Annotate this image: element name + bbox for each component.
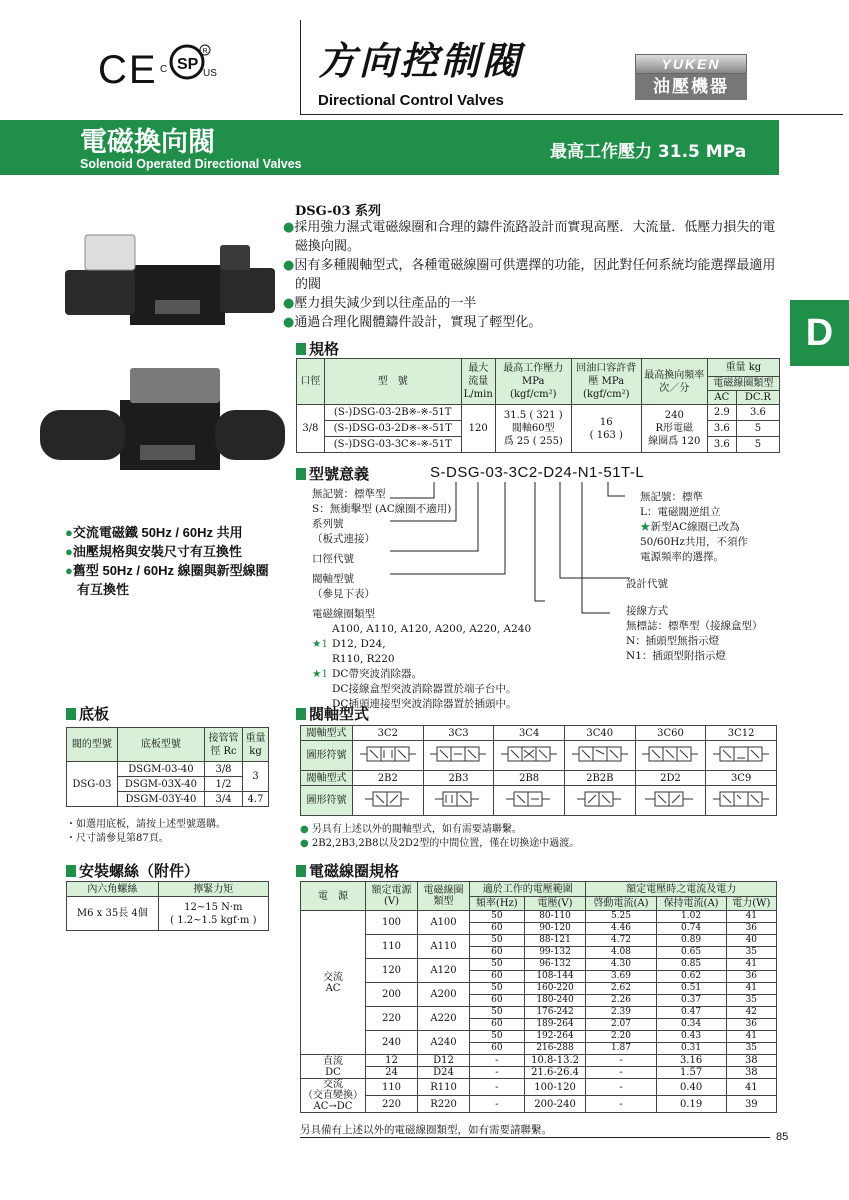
coil-cell: 60: [470, 995, 525, 1007]
coil-cell: 24: [366, 1067, 418, 1079]
spec-heading: 規格: [296, 338, 339, 359]
table-cell: [353, 741, 424, 771]
design-code-label: 設計代號: [626, 578, 668, 590]
footer-rule: [300, 1137, 770, 1138]
table-cell: 5: [736, 437, 779, 453]
coil-row: [301, 983, 777, 995]
table-cell: 3C2: [353, 726, 424, 741]
spool-symbol-icon: [498, 744, 560, 764]
rated-voltage: 100: [366, 911, 418, 935]
spool-symbol-icon: [357, 744, 419, 764]
table-cell: [423, 741, 494, 771]
spool-symbol-icon: [710, 789, 772, 809]
table-cell: 3C3: [423, 726, 494, 741]
spec-table: [296, 358, 780, 453]
section-banner: [0, 120, 779, 175]
intro-bullet: ●壓力損失減少到以往產品的一半: [283, 296, 477, 311]
coil-cell: 50: [470, 935, 525, 947]
header-divider: [300, 20, 301, 115]
table-cell: 電磁線圈類型: [418, 882, 470, 911]
coil-cell: 2.07: [586, 1019, 656, 1031]
coil-cell: 0.74: [656, 923, 726, 935]
table-cell: 3C4: [494, 726, 565, 741]
page-title-cn: 方向控制閥: [318, 39, 524, 83]
table-cell: 2B3: [423, 771, 494, 786]
coil-row: [301, 1055, 777, 1067]
spool-notes: ● 另具有上述以外的閥軸型式，如有需要請聯繫。 ● 2B2,2B3,2B8以及2D2型的中間位置，僅在切換途中過渡。: [300, 824, 580, 849]
coil-cell: 3.16: [656, 1055, 726, 1067]
table-cell: DSG-03: [67, 762, 118, 807]
coil-type: A110: [418, 935, 470, 959]
coil-cell: 0.47: [656, 1007, 726, 1019]
table-cell: 3C9: [706, 771, 777, 786]
h-flow: 最大流量 L/min: [461, 359, 495, 405]
rated-voltage: 220: [366, 1007, 418, 1031]
series-name: DSG-03 系列: [295, 204, 382, 219]
table-cell: 額定電源 (V): [366, 882, 418, 911]
svg-text:R: R: [202, 48, 208, 55]
table-cell: 底板型號: [117, 728, 204, 762]
coil-cell: 80-110: [524, 911, 586, 923]
table-cell: 2B8: [494, 771, 565, 786]
coil-cell: 1.57: [656, 1067, 726, 1079]
code-left-notes: 無記號：標準型 S：無衝擊型 (AC線圈不適用) 系列號 （板式連接） 口徑代號 閥軸型號 （參見下表） 電磁線圈類型 A100, A110, A120, A200, A220, A240 ★1 D12, D24, R110, R220 ★1 DC帶突波消除器。 DC接線盒型突波消除器置於端子台中。 DC插頭連接型突波消除器置於插頭中。: [312, 488, 532, 710]
table-cell: DSGM-03Y-40: [117, 792, 204, 807]
rated-voltage: 110: [366, 935, 418, 959]
table-cell: [564, 741, 635, 771]
table-cell: 重量 kg: [243, 728, 269, 762]
code-heading: 型號意義: [296, 463, 369, 484]
model: (S-)DSG-03-2D※-※-51T: [324, 421, 461, 437]
coil-cell: 1.87: [586, 1043, 656, 1055]
coil-cell: 60: [470, 1019, 525, 1031]
coil-row: [301, 911, 777, 923]
coil-cell: 0.37: [656, 995, 726, 1007]
valve-photo-2: [30, 360, 290, 480]
model: (S-)DSG-03-2B※-※-51T: [324, 405, 461, 421]
coil-type: A200: [418, 983, 470, 1007]
table-cell: 3.6: [707, 421, 736, 437]
coil-cell: 21.6-26.4: [524, 1067, 586, 1079]
coil-cell: 0.19: [656, 1096, 726, 1113]
coil-cell: 35: [726, 1043, 776, 1055]
feature-item: ●油壓規格與安裝尺寸有互換性: [65, 544, 242, 559]
ce-mark: CE: [98, 48, 158, 92]
svg-text:SP: SP: [177, 56, 199, 73]
intro-bullets: [283, 218, 783, 332]
coil-cell: 1.02: [656, 911, 726, 923]
coil-cell: 4.46: [586, 923, 656, 935]
coil-row: [301, 1007, 777, 1019]
h-dcr: DC.R: [736, 391, 779, 405]
table-cell: 圖形符號: [301, 741, 353, 771]
coil-cell: 99-132: [524, 947, 586, 959]
coil-cell: 2.62: [586, 983, 656, 995]
h-model: 型 號: [324, 359, 461, 405]
table-cell: 12~15 N·m ( 1.2~1.5 kgf·m ): [158, 897, 268, 931]
coil-cell: -: [470, 1055, 525, 1067]
table-cell: M6 x 35長 4個: [67, 897, 159, 931]
table-cell: DSGM-03X-40: [117, 777, 204, 792]
wiring-notes: 接線方式 無標誌：標準型（接線盒型） N：插頭型無指示燈 N1：插頭型附指示燈: [626, 605, 763, 662]
feature-item: ●舊型 50Hz / 60Hz 線圈與新型線圈有互換性: [65, 563, 269, 597]
bolt-heading: 安裝螺絲（附件）: [66, 860, 199, 881]
table-cell: 電力(W): [726, 897, 776, 911]
spool-symbol-icon: [357, 789, 419, 809]
source-acdc: 交流 （交直變換） AC→DC: [301, 1079, 366, 1113]
table-cell: 1/2: [205, 777, 243, 792]
coil-cell: 4.08: [586, 947, 656, 959]
feature-list: [65, 523, 275, 599]
h-weight: 重量 kg: [707, 359, 779, 377]
coil-cell: 110: [366, 1079, 418, 1096]
table-cell: 3C40: [564, 726, 635, 741]
coil-cell: 88-121: [524, 935, 586, 947]
h-press: 最高工作壓力 MPa (kgf/cm²): [495, 359, 571, 405]
spool-symbol-icon: [710, 744, 772, 764]
coil-cell: 35: [726, 947, 776, 959]
coil-cell: 36: [726, 1019, 776, 1031]
coil-cell: 0.65: [656, 947, 726, 959]
table-cell: 3.6: [736, 405, 779, 421]
coil-cell: 2.39: [586, 1007, 656, 1019]
coil-cell: 0.51: [656, 983, 726, 995]
h-back: 回油口容許背壓 MPa (kgf/cm²): [571, 359, 641, 405]
chapter-tab: D: [790, 300, 849, 366]
coil-cell: D24: [418, 1067, 470, 1079]
coil-cell: 50: [470, 1007, 525, 1019]
model: (S-)DSG-03-3C※-※-51T: [324, 437, 461, 453]
coil-table: [300, 881, 777, 1113]
coil-cell: 38: [726, 1055, 776, 1067]
table-cell: [706, 786, 777, 816]
spool-symbol-icon: [427, 744, 489, 764]
coil-cell: 0.89: [656, 935, 726, 947]
source-ac: 交流 AC: [301, 911, 366, 1055]
coil-cell: 0.85: [656, 959, 726, 971]
table-cell: 3/4: [205, 792, 243, 807]
table-cell: 閥軸型式: [301, 726, 353, 741]
h-port: 口徑: [297, 359, 325, 405]
header-rule: [300, 114, 843, 115]
csa-c-label: C: [160, 64, 168, 75]
max-pressure: 最高工作壓力 31.5 MPa: [550, 142, 747, 162]
h-coil: 電磁線圈類型: [707, 377, 779, 391]
table-cell: [564, 786, 635, 816]
intro-bullet: ●採用強力濕式電磁線圈和合理的鑄件流路設計而實現高壓．大流量．低壓力損失的電磁換向閥。: [283, 220, 776, 254]
h-ac: AC: [707, 391, 736, 405]
coil-row: [301, 959, 777, 971]
table-cell: 電 源: [301, 882, 366, 911]
table-cell: DSGM-03-40: [117, 762, 204, 777]
coil-cell: 4.72: [586, 935, 656, 947]
table-cell: [635, 741, 706, 771]
subplate-heading: 底板: [66, 703, 109, 724]
spool-symbol-icon: [569, 789, 631, 809]
coil-cell: 60: [470, 923, 525, 935]
table-cell: 內六角螺絲: [67, 882, 159, 897]
table-cell: 閥軸型式: [301, 771, 353, 786]
spool-heading: 閥軸型式: [296, 703, 369, 724]
banner-title-en: Solenoid Operated Directional Valves: [80, 157, 302, 171]
coil-cell: 2.20: [586, 1031, 656, 1043]
table-cell: [353, 786, 424, 816]
coil-cell: 4.30: [586, 959, 656, 971]
spool-symbol-icon: [569, 744, 631, 764]
coil-cell: 40: [726, 935, 776, 947]
table-cell: 2D2: [635, 771, 706, 786]
coil-cell: 216-288: [524, 1043, 586, 1055]
table-cell: 額定電壓時之電流及電力: [586, 882, 777, 897]
coil-type: A120: [418, 959, 470, 983]
coil-cell: -: [470, 1079, 525, 1096]
coil-cell: 0.43: [656, 1031, 726, 1043]
subplate-table: [66, 727, 269, 807]
coil-cell: 160-220: [524, 983, 586, 995]
coil-cell: 50: [470, 911, 525, 923]
coil-cell: 0.31: [656, 1043, 726, 1055]
coil-cell: 60: [470, 971, 525, 983]
table-cell: 3C12: [706, 726, 777, 741]
table-cell: 適於工作的電壓範圍: [470, 882, 586, 897]
coil-cell: 50: [470, 983, 525, 995]
bolt-table: [66, 881, 269, 931]
table-cell: 啓動電流(A): [586, 897, 656, 911]
spool-symbol-icon: [498, 789, 560, 809]
coil-cell: 0.62: [656, 971, 726, 983]
table-cell: [635, 786, 706, 816]
coil-type: A100: [418, 911, 470, 935]
page-title-en: Directional Control Valves: [318, 92, 504, 109]
table-cell: 3/8: [205, 762, 243, 777]
coil-row: [301, 1067, 777, 1079]
coil-type: A240: [418, 1031, 470, 1055]
coil-cell: 189-264: [524, 1019, 586, 1031]
banner-title-cn: 電磁換向閥: [80, 127, 215, 158]
coil-cell: 35: [726, 995, 776, 1007]
coil-cell: 38: [726, 1067, 776, 1079]
coil-cell: 41: [726, 911, 776, 923]
coil-cell: D12: [418, 1055, 470, 1067]
table-cell: 2.9: [707, 405, 736, 421]
coil-cell: 10.8-13.2: [524, 1055, 586, 1067]
table-cell: 3: [243, 762, 269, 792]
rated-voltage: 120: [366, 959, 418, 983]
table-cell: 擰緊力矩: [158, 882, 268, 897]
rated-voltage: 240: [366, 1031, 418, 1055]
spool-symbol-icon: [639, 789, 701, 809]
coil-cell: -: [470, 1096, 525, 1113]
subplate-notes: ・如選用底板，請按上述型號選購。 ・尺寸請參見第87頁。: [66, 819, 226, 844]
port: 3/8: [297, 405, 325, 453]
coil-cell: 100-120: [524, 1079, 586, 1096]
coil-cell: 0.34: [656, 1019, 726, 1031]
table-cell: 4.7: [243, 792, 269, 807]
coil-cell: 96-132: [524, 959, 586, 971]
coil-cell: -: [586, 1079, 656, 1096]
code-right-notes: 無記號：標準 L：電磁閥逆組立 ★新型AC線圈已改為 50/60Hz共用，不須作 電源頻率的選擇。: [640, 491, 748, 563]
table-cell: 接管管徑 Rc: [205, 728, 243, 762]
table-cell: 頻率(Hz): [470, 897, 525, 911]
table-cell: 5: [736, 421, 779, 437]
code-leader-lines: [360, 478, 640, 618]
table-cell: 電壓(V): [524, 897, 586, 911]
coil-cell: 12: [366, 1055, 418, 1067]
coil-cell: -: [586, 1055, 656, 1067]
coil-cell: 5.25: [586, 911, 656, 923]
source-dc: 直流 DC: [301, 1055, 366, 1079]
csa-us-label: US: [203, 68, 217, 79]
table-cell: 2B2: [353, 771, 424, 786]
coil-cell: 50: [470, 1031, 525, 1043]
coil-cell: 90-120: [524, 923, 586, 935]
table-cell: 3.6: [707, 437, 736, 453]
table-cell: 2B2B: [564, 771, 635, 786]
coil-cell: 60: [470, 947, 525, 959]
table-cell: [423, 786, 494, 816]
coil-row: [301, 1096, 777, 1113]
coil-cell: -: [470, 1067, 525, 1079]
coil-row: [301, 935, 777, 947]
coil-cell: R220: [418, 1096, 470, 1113]
coil-cell: 41: [726, 1079, 776, 1096]
rated-voltage: 200: [366, 983, 418, 1007]
logo-en: YUKEN: [635, 54, 747, 74]
table-cell: 16 ( 163 ): [571, 405, 641, 453]
code-example: S-DSG-03-3C2-D24-N1-51T-L: [430, 464, 645, 481]
spool-symbol-icon: [639, 744, 701, 764]
coil-cell: 39: [726, 1096, 776, 1113]
coil-cell: 220: [366, 1096, 418, 1113]
table-cell: 圖形符號: [301, 786, 353, 816]
yuken-logo: [635, 54, 747, 100]
table-cell: 240 R形電磁 線圈爲 120: [641, 405, 707, 453]
coil-heading: 電磁線圈規格: [296, 860, 399, 881]
coil-cell: 41: [726, 959, 776, 971]
coil-cell: 36: [726, 971, 776, 983]
coil-cell: 192-264: [524, 1031, 586, 1043]
coil-cell: 0.40: [656, 1079, 726, 1096]
coil-cell: 2.26: [586, 995, 656, 1007]
table-cell: [706, 741, 777, 771]
coil-cell: 176-242: [524, 1007, 586, 1019]
intro-bullet: ●通過合理化閥體鑄件設計，實現了輕型化。: [283, 315, 542, 330]
spool-table: [300, 725, 777, 816]
coil-cell: 60: [470, 1043, 525, 1055]
table-cell: 3C60: [635, 726, 706, 741]
coil-cell: R110: [418, 1079, 470, 1096]
coil-cell: 41: [726, 983, 776, 995]
valve-photo-1: [60, 220, 280, 340]
coil-note: 另具備有上述以外的電磁線圈類型，如有需要請聯繫。: [300, 1124, 552, 1136]
coil-cell: -: [586, 1096, 656, 1113]
coil-type: A220: [418, 1007, 470, 1031]
coil-cell: 180-240: [524, 995, 586, 1007]
coil-row: [301, 1031, 777, 1043]
coil-cell: 3.69: [586, 971, 656, 983]
coil-cell: 50: [470, 959, 525, 971]
spool-symbol-icon: [427, 789, 489, 809]
feature-item: ●交流電磁鐵 50Hz / 60Hz 共用: [65, 525, 243, 540]
h-freq: 最高換向頻率 次／分: [641, 359, 707, 405]
coil-cell: 36: [726, 923, 776, 935]
page-number: 85: [776, 1131, 789, 1143]
coil-cell: 42: [726, 1007, 776, 1019]
table-cell: [494, 786, 565, 816]
flow: 120: [461, 405, 495, 453]
coil-cell: 108-144: [524, 971, 586, 983]
intro-bullet: ●因有多種閥軸型式，各種電磁線圈可供選擇的功能，因此對任何系統均能選擇最適用的閥: [283, 258, 776, 292]
coil-cell: 41: [726, 1031, 776, 1043]
logo-cn: 油壓機器: [635, 74, 747, 100]
coil-cell: 200-240: [524, 1096, 586, 1113]
table-cell: 閥的型號: [67, 728, 118, 762]
coil-row: [301, 1079, 777, 1096]
table-cell: 保持電流(A): [656, 897, 726, 911]
coil-cell: -: [586, 1067, 656, 1079]
table-cell: [494, 741, 565, 771]
table-cell: 31.5 ( 321 ) 閥軸60型 爲 25 ( 255): [495, 405, 571, 453]
